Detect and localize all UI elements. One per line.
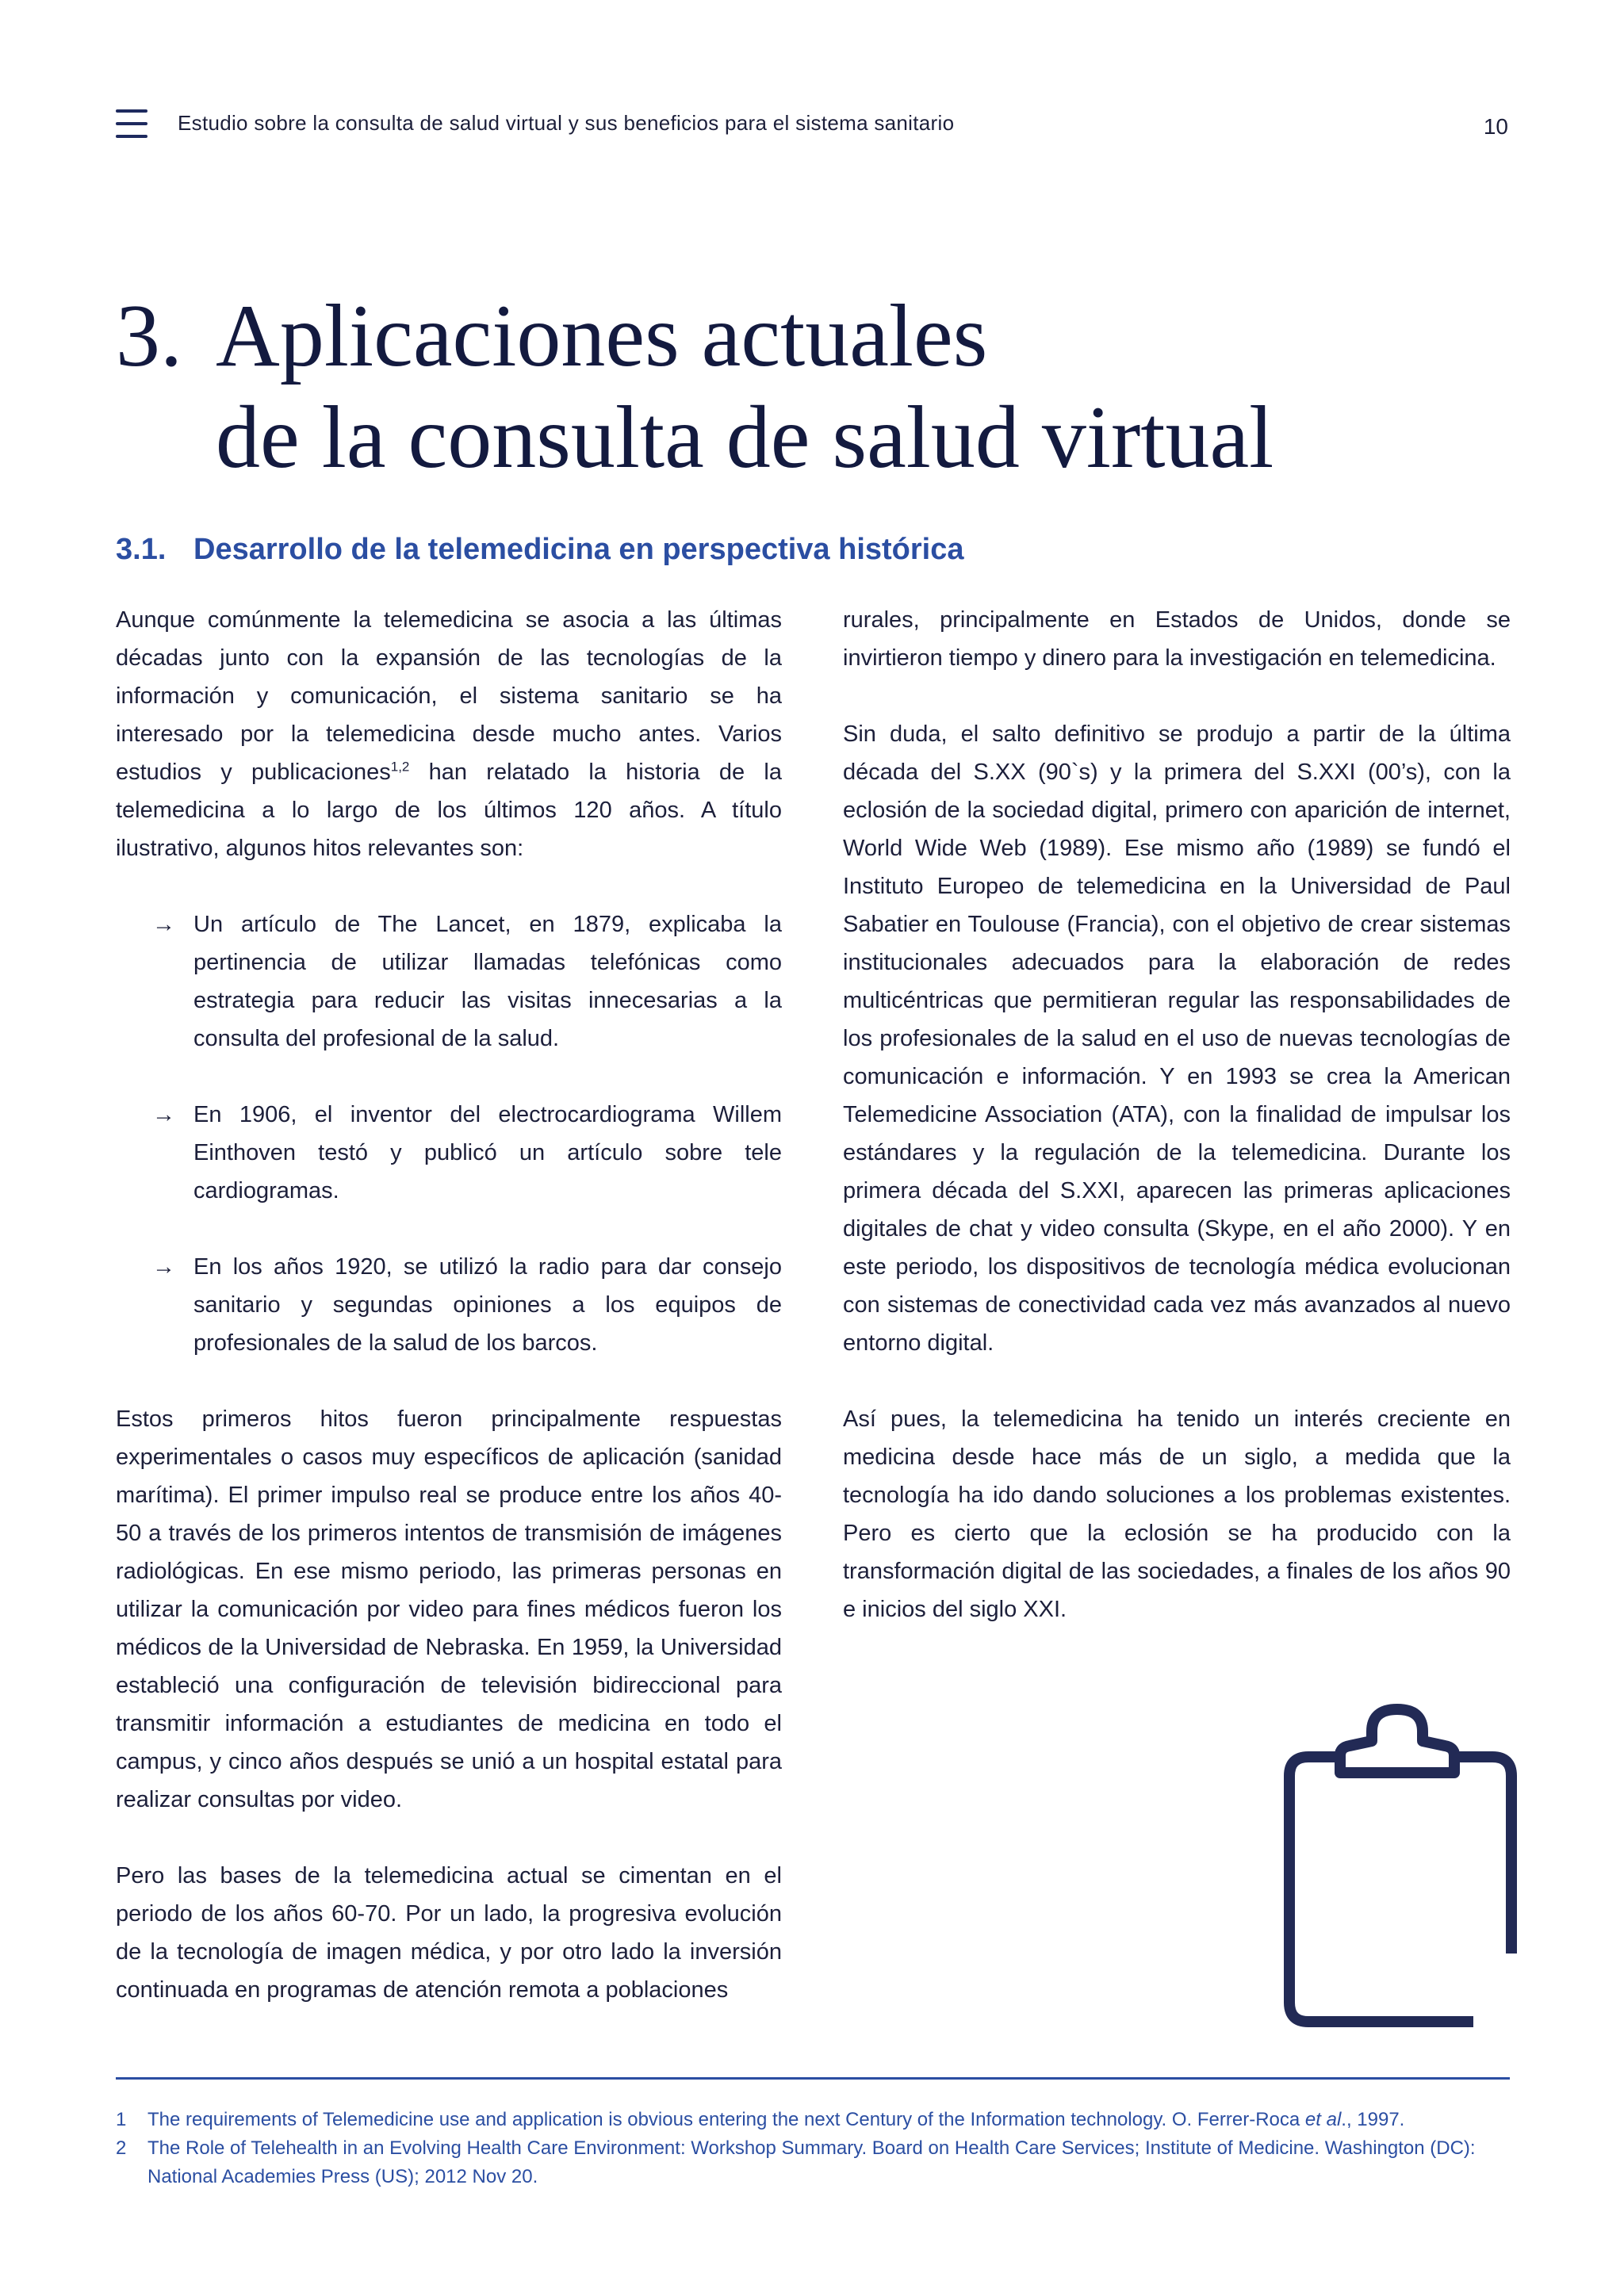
footnote-divider	[116, 2077, 1510, 2080]
chapter-number: 3.	[116, 287, 182, 385]
chapter-title-line-2: de la consulta de salud virtual	[216, 388, 1274, 487]
list-item: → Un artículo de The Lancet, en 1879, explicaba la pertinencia de utilizar llamadas telefónicas como estrategia para reducir las visitas innecesarias a la consulta del profesional de la salud.	[116, 905, 782, 1058]
list-item: → En 1906, el inventor del electrocardiograma Willem Einthoven testó y publicó un artículo sobre tele cardiogramas.	[116, 1096, 782, 1210]
arrow-right-icon: →	[152, 912, 175, 937]
page-number: 10	[1483, 114, 1508, 139]
body-paragraph: Así pues, la telemedicina ha tenido un interés creciente en medicina desde hace más de un siglo, a medida que la tecnología ha ido dando soluciones a los problemas existentes. Pero es cierto que la eclosión se ha producido con la transformación digital de las sociedades, a finales de los años 90 e inicios del siglo XXI.	[843, 1406, 1511, 1622]
footnote-2: 2 The Role of Telehealth in an Evolving Health Care Environment: Workshop Summary. Board on Health Care Services; Institute of Medicine. Washington (DC): National Academies Press (US); 2012 Nov 20.	[116, 2137, 1476, 2187]
body-paragraph: rurales, principalmente en Estados de Unidos, donde se invirtieron tiempo y dinero para la investigación en telemedicina.	[843, 607, 1511, 671]
intro-paragraph: Aunque comúnmente la telemedicina se asocia a las últimas décadas junto con la expansión de las tecnologías de la información y comunicación, el sistema sanitario se ha interesado por la telemedicina desde mucho antes. Varios estudios y publicaciones$^{1,2}$ han relatado la historia de la telemedicina a lo largo de los últimos 120 años. A título ilustrativo, algunos hitos relevantes son:	[116, 607, 782, 861]
list-item: → En los años 1920, se utilizó la radio para dar consejo sanitario y segundas opiniones a los equipos de profesionales de la salud de los barcos.	[116, 1248, 782, 1362]
arrow-right-icon: →	[152, 1102, 175, 1127]
milestones-list	[116, 905, 782, 1362]
left-column	[116, 601, 782, 2009]
section-number: 3.1.	[116, 533, 167, 566]
chapter-title-line-1: Aplicaciones actuales	[216, 287, 988, 385]
body-paragraph: Sin duda, el salto definitivo se produjo a partir de la última década del S.XX (90`s) y la primera del S.XXI (00’s), con la eclosión de la sociedad digital, primero con aparición de internet, World Wide Web (1989). Ese mismo año (1989) se fundó el Instituto Europeo de telemedicina en la Universidad de Paul Sabatier en Toulouse (Francia), con el objetivo de crear sistemas institucionales adecuados para la elaboración de redes multicéntricas que permitieran regular las responsabilidades de los profesionales de la salud en el uso de nuevas tecnologías de comunicación e información. Y en 1993 se crea la American Telemedicine Association (ATA), con la finalidad de impulsar los estándares y la regulación de la telemedicina. Durante los primera década del S.XXI, aparecen las primeras aplicaciones digitales de chat y video consulta (Skype, en el año 2000). Y en este periodo, los dispositivos de tecnología médica evolucionan con sistemas de conectividad cada vez más avanzados al nuevo entorno digital.	[843, 721, 1511, 1356]
section-title: Desarrollo de la telemedicina en perspectiva histórica	[193, 533, 964, 566]
footnotes	[116, 2106, 1510, 2191]
hamburger-menu-icon[interactable]	[116, 109, 147, 138]
right-column	[843, 601, 1511, 1628]
clipboard-icon	[1277, 1703, 1524, 2036]
document-title: Estudio sobre la consulta de salud virtual y sus beneficios para el sistema sanitario	[178, 111, 955, 135]
body-paragraph: Estos primeros hitos fueron principalmente respuestas experimentales o casos muy específicos de aplicación (sanidad marítima). El primer impulso real se produce entre los años 40-50 a través de los primeros intentos de transmisión de imágenes radiológicas. En ese mismo periodo, las primeras personas en utilizar la comunicación por video para fines médicos fueron los médicos de la Universidad de Nebraska. En 1959, la Universidad estableció una configuración de televisión bidireccional para transmitir información a estudiantes de medicina en todo el campus, y cinco años después se unió a un hospital estatal para realizar consultas por video.	[116, 1406, 782, 1812]
page-header	[116, 103, 1508, 151]
body-paragraph: Pero las bases de la telemedicina actual se cimentan en el periodo de los años 60-70. Por un lado, la progresiva evolución de la tecnología de imagen médica, y por otro lado la inversión continuada en programas de atención remota a poblaciones	[116, 1863, 782, 2003]
footnote-reference[interactable]: 1,2	[390, 759, 410, 775]
arrow-right-icon: →	[152, 1254, 175, 1280]
footnote-1: 1 The requirements of Telemedicine use and application is obvious entering the next Century of the Information technology. O. Ferrer-Roca et al., 1997.	[116, 2109, 1405, 2130]
